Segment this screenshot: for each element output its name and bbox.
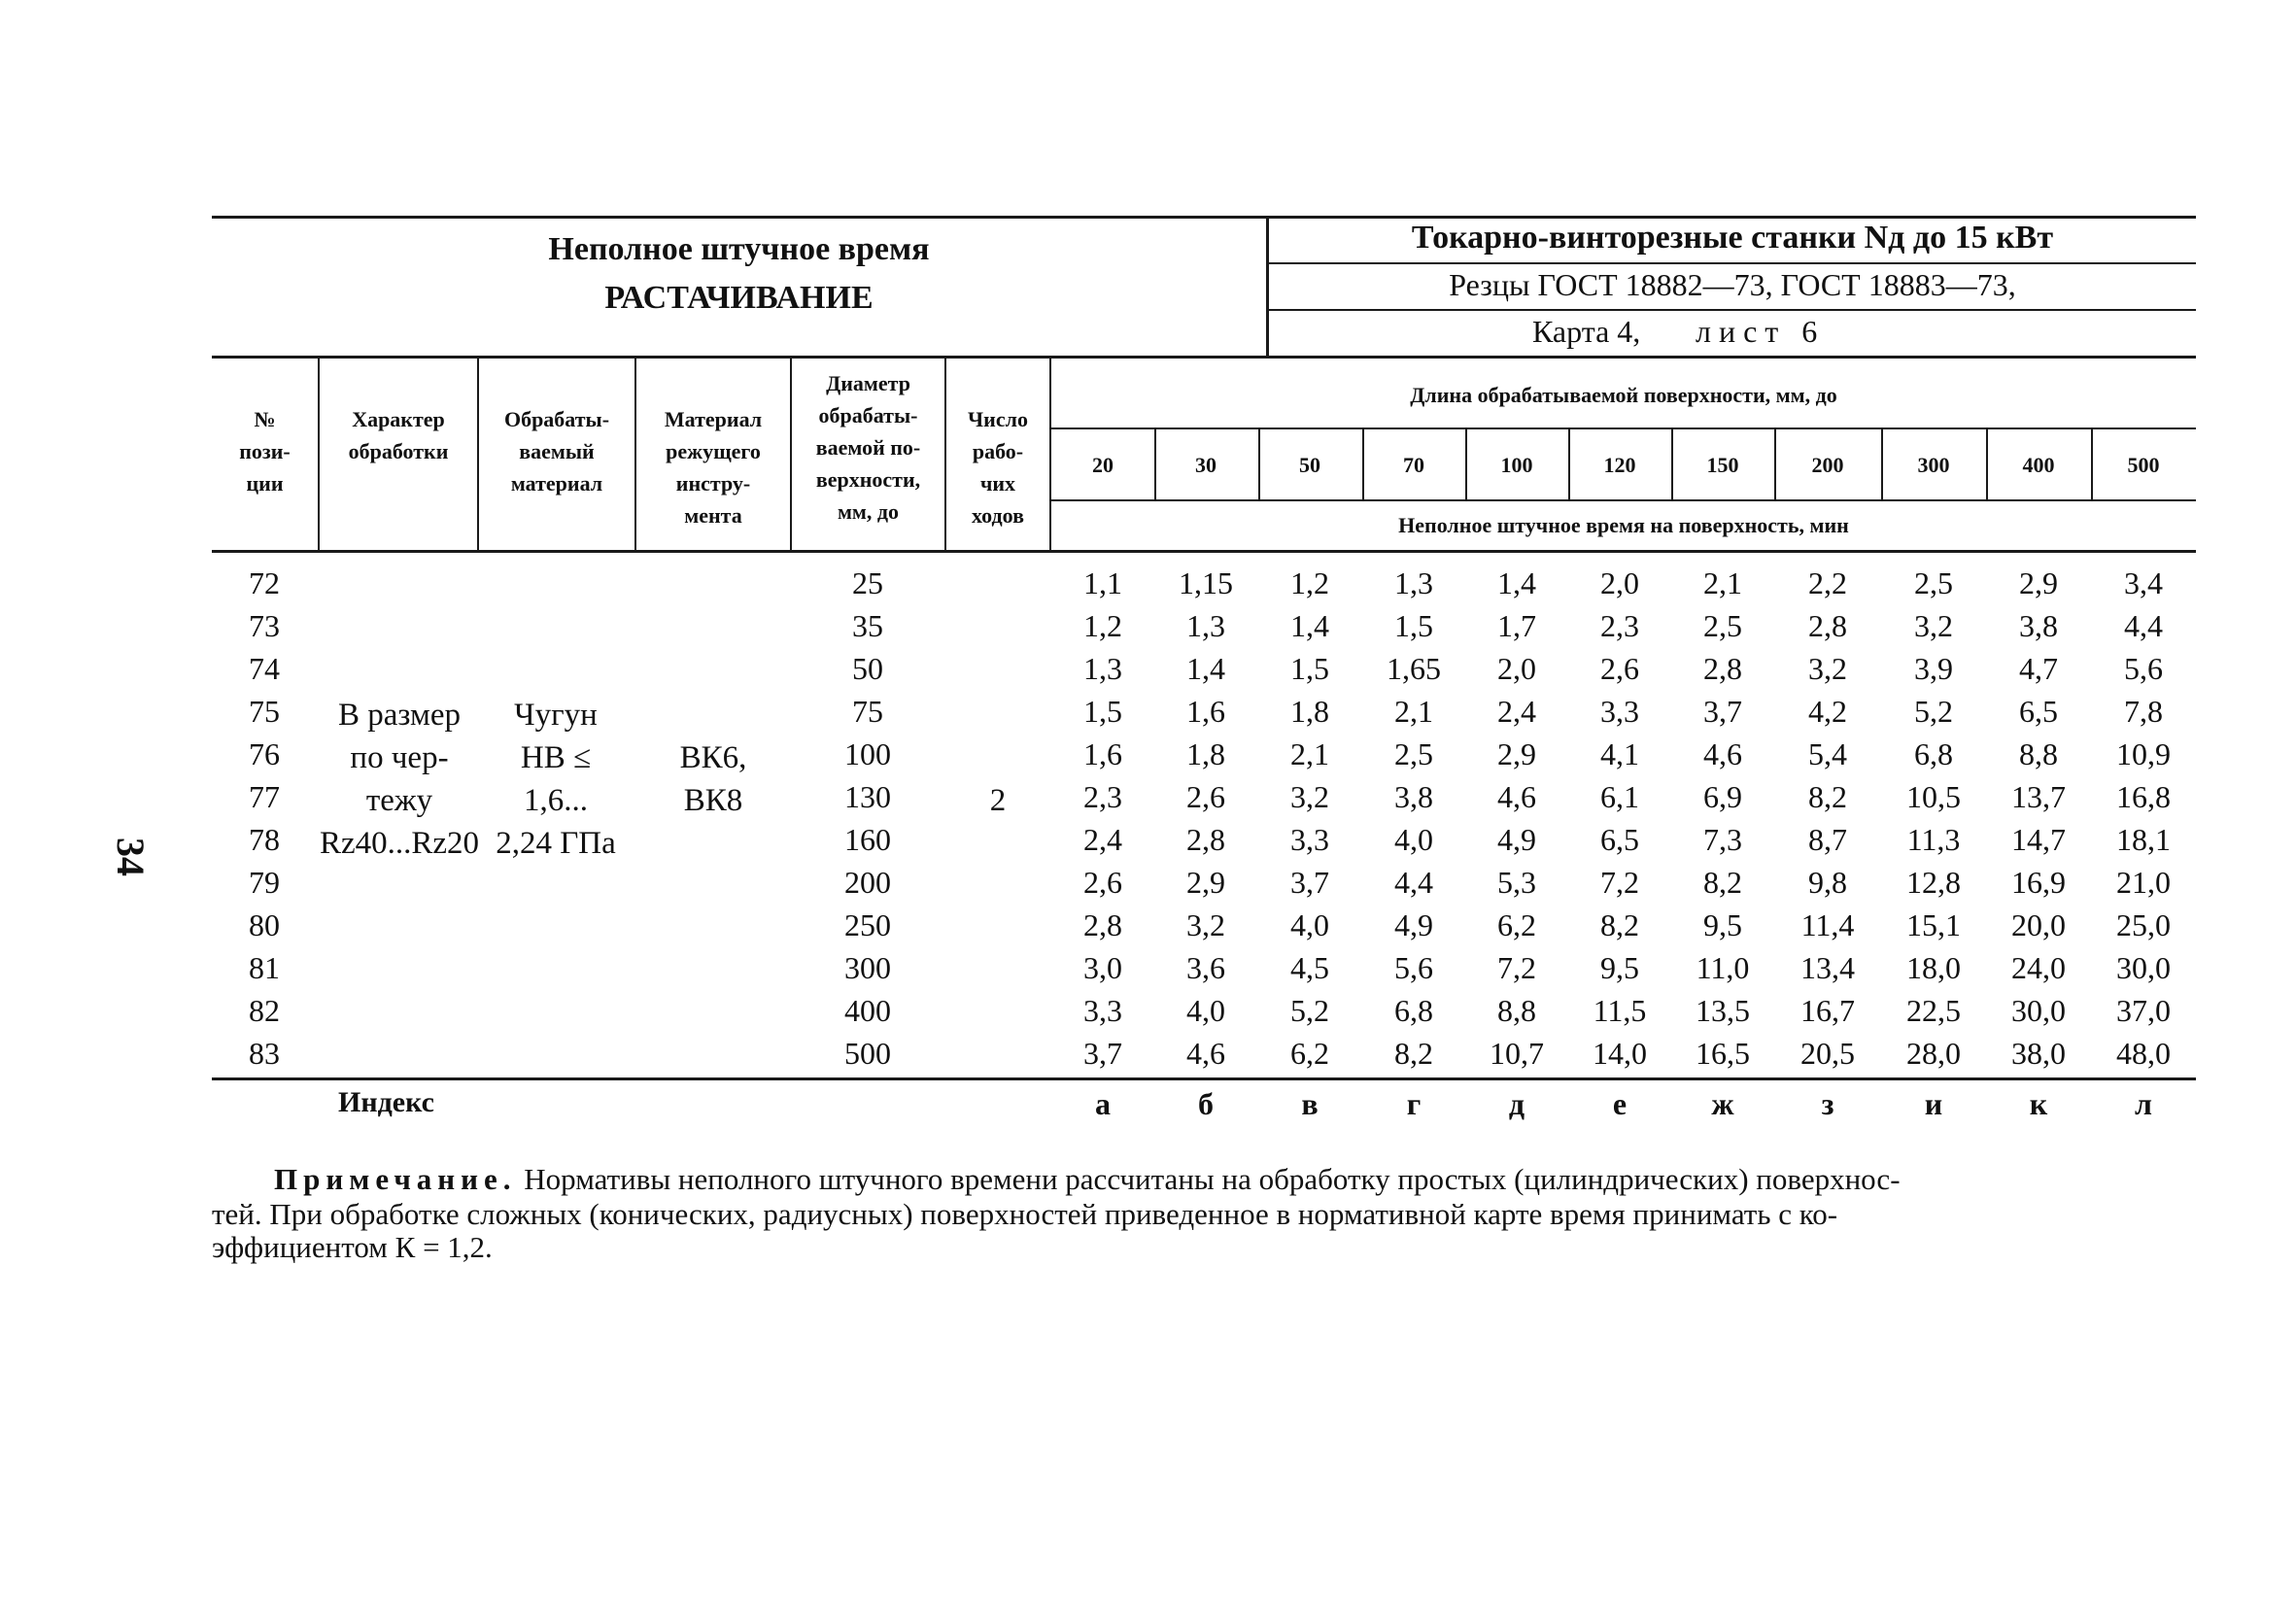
time-cell: 25,0: [2116, 907, 2171, 942]
time-cell: 2,8: [1703, 651, 1742, 686]
index-letter: л: [2135, 1086, 2152, 1121]
time-cell: 1,5: [1394, 608, 1433, 643]
time-cell: 8,8: [1497, 993, 1536, 1028]
time-cell: 10,9: [2116, 736, 2171, 771]
time-cell: 3,7: [1083, 1036, 1122, 1071]
page-number: 34: [109, 838, 153, 876]
length-header-10: 400: [2022, 453, 2055, 477]
note-line-1: Нормативы неполного штучного времени рассчитаны на обработку простых (цилиндрических) поверхнос-: [524, 1162, 1901, 1196]
note-line-3-block: [212, 1230, 493, 1265]
passes-cell: 2: [989, 783, 1007, 818]
length-col-rule: [1258, 427, 1260, 499]
length-header-5: 100: [1500, 453, 1533, 477]
diameter-cell: 25: [852, 565, 883, 600]
time-cell: 6,1: [1600, 779, 1639, 814]
time-cell: 10,7: [1490, 1036, 1544, 1071]
time-cell: 9,5: [1703, 907, 1742, 942]
time-cell: 4,2: [1808, 694, 1847, 729]
position-cell: 72: [249, 565, 280, 600]
time-cell: 4,6: [1703, 736, 1742, 771]
time-cell: 5,2: [1914, 694, 1953, 729]
length-header-11: 500: [2127, 453, 2160, 477]
time-cell: 8,2: [1808, 779, 1847, 814]
time-cell: 1,6: [1083, 736, 1122, 771]
time-cell: 1,15: [1179, 565, 1233, 600]
time-cell: 30,0: [2011, 993, 2066, 1028]
time-cell: 11,0: [1696, 950, 1750, 985]
time-cell: 2,1: [1394, 694, 1433, 729]
diameter-cell: 400: [844, 993, 891, 1028]
index-letter: ж: [1711, 1086, 1734, 1121]
length-col-rule: [1568, 427, 1570, 499]
time-cell: 3,2: [1914, 608, 1953, 643]
col-character-header: Характер обработки: [348, 407, 449, 463]
time-cell: 16,5: [1696, 1036, 1750, 1071]
time-cell: 20,5: [1800, 1036, 1855, 1071]
colhead-sub-rule-2: [1051, 499, 2196, 501]
time-cell: 1,2: [1083, 608, 1122, 643]
diameter-cell: 100: [844, 736, 891, 771]
note-line-3: эффициентом К = 1,2.: [212, 1230, 493, 1264]
index-letter: а: [1095, 1086, 1111, 1121]
time-cell: 1,3: [1083, 651, 1122, 686]
diameter-cell: 130: [844, 779, 891, 814]
time-cell: 20,0: [2011, 907, 2066, 942]
time-cell: 3,2: [1808, 651, 1847, 686]
time-cell: 8,8: [2019, 736, 2058, 771]
position-cell: 80: [249, 907, 280, 942]
length-col-rule: [1465, 427, 1467, 499]
time-cell: 18,0: [1906, 950, 1961, 985]
time-cell: 24,0: [2011, 950, 2066, 985]
time-group-header: Неполное штучное время на поверхность, мин: [1398, 513, 1849, 537]
workpiece-material-cell: Чугун НВ ≤ 1,6... 2,24 ГПа: [496, 698, 616, 861]
header-right-rule-2: [1269, 309, 2196, 311]
time-cell: 7,8: [2124, 694, 2163, 729]
header-tools: Резцы ГОСТ 18882—73, ГОСТ 18883—73,: [1449, 267, 2016, 302]
time-cell: 1,5: [1083, 694, 1122, 729]
length-col-rule: [1986, 427, 1988, 499]
time-cell: 3,9: [1914, 651, 1953, 686]
time-cell: 2,5: [1394, 736, 1433, 771]
position-cell: 74: [249, 651, 280, 686]
time-cell: 4,6: [1497, 779, 1536, 814]
time-cell: 30,0: [2116, 950, 2171, 985]
time-cell: 1,4: [1497, 565, 1536, 600]
note: [274, 1164, 1901, 1195]
length-group-header: Длина обрабатываемой поверхности, мм, до: [1410, 383, 1837, 407]
time-cell: 6,5: [2019, 694, 2058, 729]
time-cell: 2,1: [1290, 736, 1329, 771]
time-cell: 9,5: [1600, 950, 1639, 985]
diameter-cell: 160: [844, 822, 891, 857]
index-letter: и: [1924, 1086, 1943, 1121]
index-letter: в: [1301, 1086, 1319, 1121]
length-header-9: 300: [1917, 453, 1950, 477]
time-cell: 1,5: [1290, 651, 1329, 686]
time-cell: 3,3: [1600, 694, 1639, 729]
time-cell: 2,5: [1914, 565, 1953, 600]
time-cell: 4,7: [2019, 651, 2058, 686]
time-cell: 6,8: [1914, 736, 1953, 771]
position-cell: 82: [249, 993, 280, 1028]
colhead-bottom-rule: [212, 550, 2196, 553]
col-passes-header: Число рабо- чих ходов: [968, 407, 1028, 528]
time-cell: 2,6: [1600, 651, 1639, 686]
time-cell: 15,1: [1906, 907, 1961, 942]
time-cell: 3,3: [1083, 993, 1122, 1028]
time-cell: 1,65: [1387, 651, 1441, 686]
time-cell: 18,1: [2116, 822, 2171, 857]
time-cell: 4,4: [1394, 865, 1433, 900]
time-cell: 4,0: [1186, 993, 1225, 1028]
time-cell: 3,3: [1290, 822, 1329, 857]
time-cell: 11,5: [1593, 993, 1647, 1028]
time-cell: 8,7: [1808, 822, 1847, 857]
position-cell: 76: [249, 736, 280, 771]
length-col-rule: [1362, 427, 1364, 499]
length-col-rule: [2091, 427, 2093, 499]
length-col-rule: [1154, 427, 1156, 499]
time-cell: 22,5: [1906, 993, 1961, 1028]
time-cell: 37,0: [2116, 993, 2171, 1028]
time-cell: 4,1: [1600, 736, 1639, 771]
length-header-6: 120: [1603, 453, 1636, 477]
time-cell: 3,0: [1083, 950, 1122, 985]
time-cell: 3,2: [1290, 779, 1329, 814]
col-material-header: Обрабаты- ваемый материал: [503, 407, 610, 496]
position-cell: 83: [249, 1036, 280, 1071]
note-lead: Примечание.: [274, 1162, 517, 1196]
header-title: Неполное штучное время: [548, 231, 930, 267]
note-line-2-block: [212, 1197, 1837, 1232]
time-cell: 7,2: [1497, 950, 1536, 985]
time-cell: 2,3: [1600, 608, 1639, 643]
time-cell: 13,4: [1800, 950, 1855, 985]
time-cell: 8,2: [1703, 865, 1742, 900]
time-cell: 2,2: [1808, 565, 1847, 600]
colhead-sub-rule-1: [1051, 427, 2196, 429]
time-cell: 4,0: [1290, 907, 1329, 942]
time-cell: 1,8: [1186, 736, 1225, 771]
time-cell: 14,0: [1593, 1036, 1647, 1071]
header-right-rule-1: [1269, 262, 2196, 264]
time-cell: 3,8: [1394, 779, 1433, 814]
time-cell: 6,9: [1703, 779, 1742, 814]
note-line-2: тей. При обработке сложных (конических, радиусных) поверхностей приведенное в нормативной карте время принимать с ко-: [212, 1197, 1838, 1231]
index-letter: б: [1198, 1086, 1214, 1121]
time-cell: 11,4: [1800, 907, 1855, 942]
time-cell: 3,8: [2019, 608, 2058, 643]
time-cell: 1,4: [1290, 608, 1329, 643]
index-letter: г: [1406, 1086, 1422, 1121]
position-cell: 73: [249, 608, 280, 643]
header-sheet: лист 6: [1696, 314, 1826, 349]
time-cell: 4,4: [2124, 608, 2163, 643]
col-diameter-header: Диаметр обрабаты- ваемой по- верхности, мм, до: [815, 371, 921, 524]
time-cell: 13,5: [1696, 993, 1750, 1028]
time-cell: 4,5: [1290, 950, 1329, 985]
time-cell: 4,9: [1497, 822, 1536, 857]
time-cell: 3,4: [2124, 565, 2163, 600]
position-cell: 79: [249, 865, 280, 900]
time-cell: 4,6: [1186, 1036, 1225, 1071]
time-cell: 2,8: [1186, 822, 1225, 857]
col-tool-header: Материал режущего инстру- мента: [664, 407, 763, 528]
time-cell: 7,3: [1703, 822, 1742, 857]
time-cell: 2,6: [1083, 865, 1122, 900]
time-cell: 8,2: [1600, 907, 1639, 942]
time-cell: 4,0: [1394, 822, 1433, 857]
time-cell: 13,7: [2011, 779, 2066, 814]
index-letter: д: [1508, 1086, 1525, 1121]
time-cell: 9,8: [1808, 865, 1847, 900]
header-section: РАСТАЧИВАНИЕ: [604, 280, 874, 316]
time-cell: 2,9: [2019, 565, 2058, 600]
time-cell: 1,4: [1186, 651, 1225, 686]
index-label: Индекс: [338, 1086, 434, 1118]
index-letter: е: [1612, 1086, 1628, 1121]
diameter-cell: 500: [844, 1036, 891, 1071]
time-cell: 2,4: [1083, 822, 1122, 857]
machining-character-cell: В размер по чер- тежу Rz40...Rz20: [319, 698, 480, 861]
header-top-rule: [212, 216, 2196, 219]
time-cell: 2,3: [1083, 779, 1122, 814]
time-cell: 6,2: [1290, 1036, 1329, 1071]
tool-material-cell: ВК6, ВК8: [679, 740, 747, 818]
index-letter: з: [1821, 1086, 1834, 1121]
time-cell: 2,0: [1600, 565, 1639, 600]
diameter-cell: 35: [852, 608, 883, 643]
time-cell: 2,5: [1703, 608, 1742, 643]
time-cell: 10,5: [1906, 779, 1961, 814]
time-cell: 3,2: [1186, 907, 1225, 942]
time-cell: 12,8: [1906, 865, 1961, 900]
time-cell: 14,7: [2011, 822, 2066, 857]
time-cell: 2,0: [1497, 651, 1536, 686]
position-cell: 78: [249, 822, 280, 857]
length-col-rule: [1774, 427, 1776, 499]
time-cell: 5,6: [1394, 950, 1433, 985]
diameter-cell: 200: [844, 865, 891, 900]
header-bottom-rule: [212, 356, 2196, 359]
time-cell: 48,0: [2116, 1036, 2171, 1071]
col-position-header: № пози- ции: [239, 407, 291, 496]
time-cell: 1,1: [1083, 565, 1122, 600]
time-cell: 6,5: [1600, 822, 1639, 857]
time-cell: 1,3: [1186, 608, 1225, 643]
time-cell: 8,2: [1394, 1036, 1433, 1071]
length-header-3: 50: [1299, 453, 1320, 477]
time-cell: 2,1: [1703, 565, 1742, 600]
time-cell: 4,9: [1394, 907, 1433, 942]
time-cell: 1,8: [1290, 694, 1329, 729]
time-cell: 2,6: [1186, 779, 1225, 814]
time-cell: 3,6: [1186, 950, 1225, 985]
time-cell: 38,0: [2011, 1036, 2066, 1071]
time-cell: 11,3: [1906, 822, 1961, 857]
header-machines: Токарно-винторезные станки Nд до 15 кВт: [1411, 220, 2054, 256]
header-card: Карта 4,: [1532, 314, 1641, 349]
time-cell: 1,7: [1497, 608, 1536, 643]
length-col-rule: [1671, 427, 1673, 499]
time-cell: 2,9: [1497, 736, 1536, 771]
length-header-2: 30: [1195, 453, 1217, 477]
diameter-cell: 75: [852, 694, 883, 729]
time-cell: 3,7: [1290, 865, 1329, 900]
time-cell: 2,4: [1497, 694, 1536, 729]
position-cell: 75: [249, 694, 280, 729]
time-cell: 6,8: [1394, 993, 1433, 1028]
time-cell: 5,2: [1290, 993, 1329, 1028]
diameter-cell: 50: [852, 651, 883, 686]
length-header-4: 70: [1403, 453, 1424, 477]
time-cell: 3,7: [1703, 694, 1742, 729]
time-cell: 28,0: [1906, 1036, 1961, 1071]
time-cell: 6,2: [1497, 907, 1536, 942]
position-cell: 77: [249, 779, 280, 814]
length-header-7: 150: [1706, 453, 1739, 477]
time-cell: 7,2: [1600, 865, 1639, 900]
diameter-cell: 300: [844, 950, 891, 985]
time-cell: 5,3: [1497, 865, 1536, 900]
length-header-8: 200: [1811, 453, 1844, 477]
body-bottom-rule: [212, 1077, 2196, 1080]
time-cell: 21,0: [2116, 865, 2171, 900]
time-cell: 2,8: [1083, 907, 1122, 942]
time-cell: 2,8: [1808, 608, 1847, 643]
time-cell: 2,9: [1186, 865, 1225, 900]
time-cell: 16,9: [2011, 865, 2066, 900]
length-col-rule: [1881, 427, 1883, 499]
time-cell: 5,6: [2124, 651, 2163, 686]
time-cell: 16,8: [2116, 779, 2171, 814]
time-cell: 16,7: [1800, 993, 1855, 1028]
time-cell: 5,4: [1808, 736, 1847, 771]
diameter-cell: 250: [844, 907, 891, 942]
time-cell: 1,2: [1290, 565, 1329, 600]
index-letter: к: [2029, 1086, 2048, 1121]
time-cell: 1,3: [1394, 565, 1433, 600]
length-header-1: 20: [1092, 453, 1114, 477]
position-cell: 81: [249, 950, 280, 985]
time-cell: 1,6: [1186, 694, 1225, 729]
